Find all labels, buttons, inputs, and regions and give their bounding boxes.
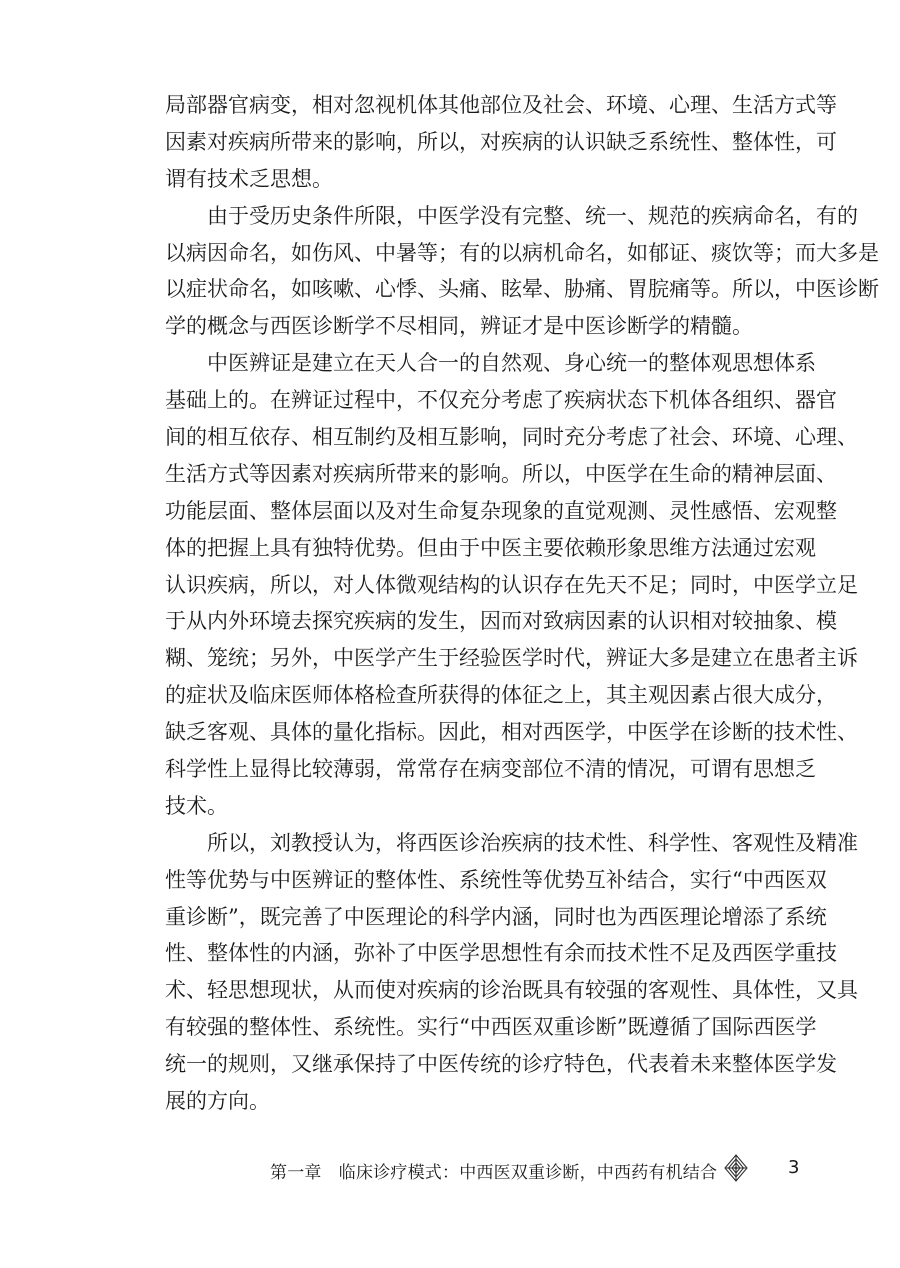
- text-line: 基础上的。在辨证过程中，不仅充分考虑了疾病状态下机体各组织、器官: [165, 388, 837, 413]
- text-line: 重诊断”，既完善了中医理论的科学内涵，同时也为西医理论增添了系统: [165, 904, 827, 929]
- text-line: 由于受历史条件所限，中医学没有完整、统一、规范的疾病命名，有的: [207, 203, 858, 228]
- text-line: 局部器官病变，相对忽视机体其他部位及社会、环境、心理、生活方式等: [165, 93, 837, 117]
- text-line: 功能层面、整体层面以及对生命复杂现象的直觉观测、灵性感悟、宏观整: [165, 498, 837, 523]
- text-line: 生活方式等因素对疾病所带来的影响。所以，中医学在生命的精神层面、: [165, 461, 837, 486]
- text-line: 以病因命名，如伤风、中暑等；有的以病机命名，如郁证、痰饮等；而大多是: [165, 240, 879, 265]
- text-line: 展的方向。: [165, 1089, 270, 1114]
- text-line: 学的概念与西医诊断学不尽相同，辨证才是中医诊断学的精髓。: [165, 314, 753, 339]
- text-line: 性、整体性的内涵，弥补了中医学思想性有余而技术性不足及西医学重技: [165, 941, 837, 966]
- text-line: 性等优势与中医辨证的整体性、系统性等优势互补结合，实行“中西医双: [165, 867, 827, 892]
- text-line: 术、轻思想现状，从而使对疾病的诊治既具有较强的客观性、具体性，又具: [165, 978, 858, 1003]
- text-line: 以症状命名，如咳嗽、心悸、头痛、眩晕、胁痛、胃脘痛等。所以，中医诊断: [165, 277, 879, 302]
- text-line: 因素对疾病所带来的影响，所以，对疾病的认识缺乏系统性、整体性，可: [165, 129, 837, 154]
- body-text: [165, 87, 879, 1120]
- text-line: 谓有技术乏思想。: [165, 166, 333, 191]
- text-line: 于从内外环境去探究疾病的发生，因而对致病因素的认识相对较抽象、模: [165, 609, 837, 634]
- text-line: 技术。: [165, 793, 228, 818]
- text-line: 缺乏客观、具体的量化指标。因此，相对西医学，中医学在诊断的技术性、: [165, 720, 858, 745]
- page-number: 3: [788, 1157, 800, 1178]
- text-line: 中医辨证是建立在天人合一的自然观、身心统一的整体观思想体系: [207, 351, 816, 376]
- diamond-ornament-icon: [724, 1154, 748, 1182]
- text-line: 统一的规则，又继承保持了中医传统的诊疗特色，代表着未来整体医学发: [165, 1052, 837, 1077]
- text-line: 体的把握上具有独特优势。但由于中医主要依赖形象思维方法通过宏观: [165, 535, 816, 560]
- running-footer-chapter-title: 第一章 临床诊疗模式：中西医双重诊断，中西药有机结合: [270, 1163, 718, 1183]
- text-line: 认识疾病，所以，对人体微观结构的认识存在先天不足；同时，中医学立足: [165, 572, 858, 597]
- text-line: 糊、笼统；另外，中医学产生于经验医学时代，辨证大多是建立在患者主诉: [165, 646, 858, 671]
- text-line: 所以，刘教授认为，将西医诊治疾病的技术性、科学性、客观性及精准: [207, 830, 858, 855]
- text-line: 有较强的整体性、系统性。实行“中西医双重诊断”既遵循了国际西医学: [165, 1015, 817, 1040]
- text-line: 科学性上显得比较薄弱，常常存在病变部位不清的情况，可谓有思想乏: [165, 757, 816, 782]
- text-line: 的症状及临床医师体格检查所获得的体征之上，其主观因素占很大成分，: [165, 683, 837, 708]
- text-line: 间的相互依存、相互制约及相互影响，同时充分考虑了社会、环境、心理、: [165, 425, 858, 450]
